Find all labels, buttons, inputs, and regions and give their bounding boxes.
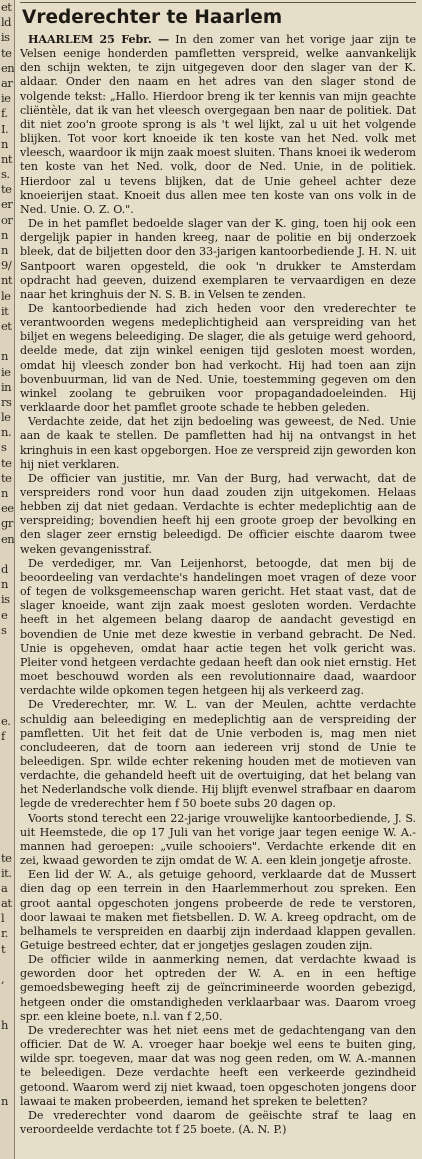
article-paragraph: Een lid der W. A., als getuige gehoord, verklaarde dat de Mussert dien dag op een terrein in den Haarlemmerhout zou spreken. Een groot aantal opgeschoten jongens probeerde de rede te verstoren, door lawaai te maken met fietsbellen. D. W. A. kreeg opdracht, om de belhamels te verspreiden en daarbij zijn inderdaad klappen gevallen. Getuige bestreed echter, dat er jongetjes geslagen zouden zijn.: [20, 868, 416, 952]
column-fragment: gr: [1, 516, 13, 531]
article-paragraph: Voorts stond terecht een 22-jarige vrouwelijke kantoorbediende, J. S. uit Heemstede, die op 17 Juli van het vorige jaar tegen eenige W. A.-mannen had geroepen: „vuile schooiers". Verdachte erkende dit en zei, kwaad geworden te zijn omdat de W. A. een klein jongetje afroste.: [20, 811, 416, 868]
column-fragment: [0, 744, 14, 759]
column-fragment: nt: [1, 273, 13, 288]
column-fragment: rs: [1, 394, 12, 409]
column-fragment: [0, 1002, 14, 1017]
column-fragment: ,: [1, 972, 5, 986]
article-paragraph: Verdachte zeide, dat het zijn bedoeling was geweest, de Ned. Unie aan de kaak te stellen. De pamfletten had hij na ontvangst in het kringhuis in een kast opgeborgen. Hoe ze verspreid zijn geworden kon hij niet verklaren.: [20, 415, 416, 471]
column-fragment: is: [1, 592, 10, 607]
top-rule: [20, 2, 416, 3]
dateline: HAARLEM 25 Febr. —: [28, 33, 170, 46]
column-fragment: [0, 957, 14, 972]
column-fragment: en: [1, 60, 15, 75]
column-fragment: [0, 1078, 14, 1093]
column-fragment: ee: [1, 501, 14, 516]
newspaper-article: [20, 2, 416, 1154]
column-fragment: I.: [1, 121, 9, 136]
column-fragment: [0, 668, 14, 683]
column-fragment: ld: [1, 15, 12, 30]
column-fragment: [0, 1109, 14, 1124]
column-fragment: n: [1, 136, 8, 151]
column-fragment: e.: [1, 713, 11, 728]
article-paragraph: De officier wilde in aanmerking nemen, dat verdachte kwaad is geworden door het optreden der W. A. en in een heftige gemoedsbeweging heeft zij de geïncrimineerde woorden gebezigd, hetgeen onder die omstandigheden verklaarbaar was. Daarom vroeg spr. een kleine boete, n.l. van f 2,50.: [20, 953, 416, 1023]
article-paragraph: De verdediger, mr. Van Leijenhorst, betoogde, dat men bij de beoordeeling van verdachte's handelingen moet vragen of deze voor of tegen de volksgemeenschap waren gericht. Het staat vast, dat de slager knoeide, want zijn zaak moest gesloten worden. Verdachte heeft in het algemeen belang daarop de aandacht gevestigd en bovendien de Unie met deze kwestie in verband gebracht. De Ned. Unie is opgeheven, omdat haar actie tegen het volk gericht was. Pleiter vond hetgeen verdachte gedaan heeft dan ook niet ernstig. Het moet beschouwd worden als een revolutionnaire daad, waardoor verdachte wilde opkomen tegen hetgeen hij als verkeerd zag.: [20, 556, 416, 698]
column-fragment: te: [1, 470, 12, 485]
column-fragment: in: [1, 379, 12, 394]
article-paragraph: De in het pamflet bedoelde slager van der K. ging, toen hij ook een dergelijk papier in handen kreeg, naar de politie en bij onderzoek bleek, dat de biljetten door den 33-jarigen kantoorbediende J. H. N. uit Santpoort waren opgesteld, die ook 'n drukker te Amsterdam opdracht had geeven, duizend exemplaren te vervaardigen en deze naar het kringhuis der N. S. B. in Velsen te zenden.: [20, 217, 416, 301]
column-fragment: te: [1, 850, 12, 865]
adjacent-column-strip: [0, 0, 15, 1159]
column-fragment: le: [1, 288, 11, 303]
column-fragment: te: [1, 182, 12, 197]
column-fragment: [0, 759, 14, 774]
column-fragment: te: [1, 45, 12, 60]
column-fragment: n: [1, 243, 8, 257]
column-fragment: or: [1, 212, 13, 227]
column-fragment: s.: [1, 167, 10, 182]
column-fragment: [0, 699, 14, 714]
column-fragment: [0, 820, 14, 835]
column-fragment: f: [1, 729, 5, 743]
column-fragment: n: [1, 486, 8, 500]
column-fragment: te: [1, 455, 12, 470]
column-fragment: [0, 638, 14, 653]
column-fragment: [0, 835, 14, 850]
column-fragment: le: [1, 410, 11, 425]
column-fragment: 9/: [1, 258, 12, 273]
article-body: [20, 33, 416, 1137]
column-fragment: a: [1, 880, 8, 895]
column-fragment: [0, 805, 14, 820]
column-fragment: et: [1, 318, 12, 333]
column-fragment: d: [1, 561, 8, 576]
column-fragment: en: [1, 531, 15, 546]
column-fragment: nt: [1, 151, 13, 166]
article-paragraph: De vrederechter was het niet eens met de gedachtengang van den officier. Dat de W. A. vroeger haar boekje wel eens te buiten ging, wilde spr. toegeven, maar dat was nog geen reden, om W. A.-mannen te beleedigen. Deze verdachte heeft een verkeerde gezindheid getoond. Waarom werd zij niet kwaad, toen opgeschoten jongens door lawaai te maken probeerden, iemand het spreken te beletten?: [20, 1023, 416, 1108]
article-paragraph: De Vrederechter, mr. W. L. van der Meulen, achtte verdachte schuldig aan beleediging en medeplichtig aan de verspreiding der pamfletten. Uit het feit dat de Unie verboden is, mag men niet concludeeren, dat de toorn aan iedereen vrij stond de Unie te beleedigen. Spr. wilde echter rekening houden met de motieven van verdachte, die gehandeld heeft uit de overtuiging, dat het belang van het Nederlandsche volk diende. Hij blijft evenwel strafbaar en daarom legde de vrederechter hem f 50 boete subs 20 dagen op.: [20, 698, 416, 811]
column-fragment: r.: [1, 926, 8, 941]
column-fragment: [0, 683, 14, 698]
column-fragment: it: [1, 303, 9, 318]
column-fragment: ar: [1, 75, 13, 90]
article-paragraph: De kantoorbediende had zich heden voor den vrederechter te verantwoorden wegens medeplichtigheid aan verspreiding van het biljet en wegens beleediging. De slager, die als getuige werd gehoord, deelde mede, dat zijn winkel eenigen tijd gesloten moest worden, omdat hij vleesch zonder bon had verkocht. Hij had toen aan zijn bovenbuurman, lid van de Ned. Unie, toestemming gegeven om den winkel zoolang te gebruiken voor propagandadoeleinden. Hij verklaarde door het pamflet groote schade te hebben geleden.: [20, 301, 416, 415]
column-fragment: s: [1, 622, 7, 637]
column-fragment: [0, 1124, 14, 1139]
column-fragment: [0, 1139, 14, 1154]
column-fragment: [0, 775, 14, 790]
column-fragment: [0, 653, 14, 668]
column-fragment: ie: [1, 364, 11, 379]
column-fragment: [0, 1033, 14, 1048]
column-fragment: [0, 1154, 14, 1159]
column-fragment: is: [1, 30, 10, 45]
column-fragment: it.: [1, 865, 12, 880]
column-fragment: e: [1, 607, 8, 622]
column-fragment: [0, 790, 14, 805]
column-fragment: n: [1, 577, 8, 592]
column-fragment: [0, 334, 14, 349]
column-fragment: n: [1, 349, 8, 364]
column-fragment: s: [1, 440, 7, 455]
article-paragraph: De vrederechter vond daarom de geëischte straf te laag en veroordeelde verdachte tot f 25 boete. (A. N. P.): [20, 1108, 416, 1137]
column-fragment: h: [1, 1017, 8, 1032]
article-paragraph: HAARLEM 25 Febr. — In den zomer van het vorige jaar zijn te Velsen eenige honderden pamfletten verspreid, welke aanvankelijk den schijn wekten, te zijn uitgegeven door den slager van der K. aldaar. Onder den naam en het adres van den slager stond de volgende tekst: „Hallo. Hierdoor breng ik ter kennis van mijn geachte cliëntèle, dat ik van het vleesch overgegaan ben naar de politiek. Dat dit niet zoo'n groote sprong is als 't wel lijkt, zal u uit het volgende blijken. Tot voor kort knoeide ik ten koste van het Ned. volk met vleesch, waardoor ik mijn zaak moest sluiten. Thans knoei ik wederom ten koste van het Ned. volk, door de Ned. Unie, in de politiek. Hierdoor zal u tevens blijken, dat de Unie geheel achter deze knoeierijen staat. Knoeit dus allen mee ten koste van ons volk in de Ned. Unie. O. Z. O.".: [20, 33, 416, 216]
column-fragment: ie: [1, 91, 11, 106]
column-fragment: [0, 1063, 14, 1078]
column-fragment: er: [1, 197, 13, 212]
column-fragment: n.: [1, 425, 12, 440]
column-fragment: et: [1, 0, 12, 14]
article-paragraph: De officier van justitie, mr. Van der Burg, had verwacht, dat de verspreiders rond voor hun daad zouden zijn uitgekomen. Helaas hebben zij dat niet gedaan. Verdachte is echter medeplichtig aan de verspreiding; bovendien heeft hij een groote groep der bevolking en den slager zeer ernstig beleedigd. De officier eischte daarom twee weken gevangenisstraf.: [20, 471, 416, 556]
column-fragment: t: [1, 941, 6, 956]
column-fragment: l: [1, 911, 5, 926]
column-fragment: [0, 1048, 14, 1063]
column-fragment: [0, 987, 14, 1002]
column-fragment: at: [1, 896, 12, 911]
column-fragment: n: [1, 1093, 8, 1108]
headline: Vrederechter te Haarlem: [22, 7, 283, 28]
column-fragment: f.: [1, 106, 8, 121]
column-fragment: n: [1, 227, 8, 242]
column-fragment: [0, 547, 14, 562]
